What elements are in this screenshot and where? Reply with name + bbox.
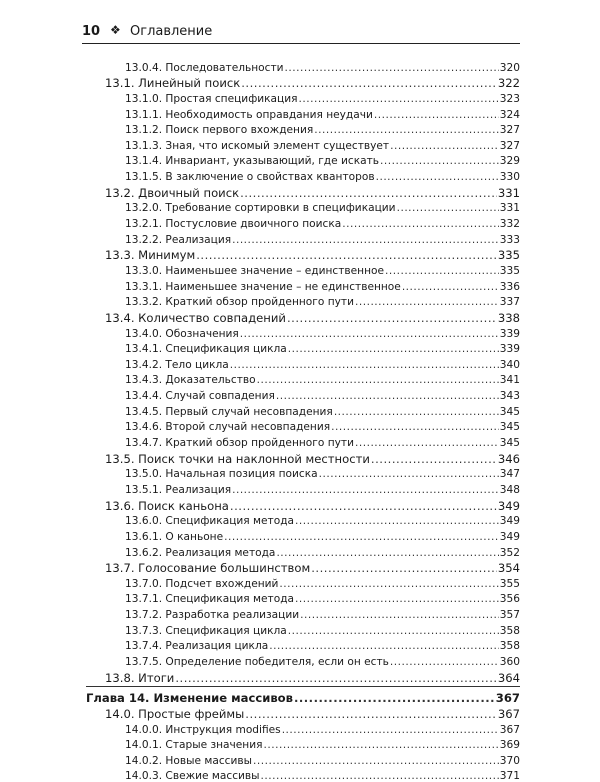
dot-leader: [294, 692, 495, 704]
toc-entry-title: 13.7. Голосование большинством: [105, 561, 311, 576]
toc-entry-title: 13.7.1. Спецификация метода: [125, 593, 295, 606]
toc-subsection[interactable]: [86, 121, 520, 137]
toc-page-number: 360: [499, 655, 520, 668]
toc-entry-title: 13.2. Двоичный поиск: [105, 185, 240, 200]
toc-entry-title: 13.4.3. Доказательство: [125, 374, 256, 387]
dot-leader: [230, 359, 499, 371]
toc-page-number: 356: [499, 593, 520, 606]
dot-leader: [342, 218, 499, 230]
toc-entry-title: 13.4.7. Краткий обзор пройденного пути: [125, 437, 354, 450]
toc-entry-title: 14.0.2. Новые массивы: [125, 754, 252, 767]
toc-subsection[interactable]: [86, 277, 520, 293]
toc-entry-title: 13.3. Минимум: [105, 248, 196, 263]
toc-subsection[interactable]: [86, 590, 520, 606]
dot-leader: [269, 640, 499, 652]
toc-subsection[interactable]: [86, 433, 520, 449]
toc-page-number: 333: [499, 233, 520, 246]
toc-entry-title: 13.7.3. Спецификация цикла: [125, 624, 287, 637]
dot-leader: [299, 93, 499, 105]
toc-entry-title: 13.7.5. Определение победителя, если он есть: [125, 655, 389, 668]
toc-subsection[interactable]: [86, 105, 520, 121]
toc-entry-title: 13.6. Поиск каньона: [105, 498, 229, 513]
toc-entry-title: 13.7.2. Разработка реализации: [125, 609, 300, 622]
dot-leader: [331, 421, 499, 433]
dot-leader: [285, 62, 499, 74]
dot-leader: [279, 578, 498, 590]
toc-entry-title: 13.4.4. Случай совпадения: [125, 390, 275, 403]
dot-leader: [355, 437, 499, 449]
toc-entry-title: 13.4.2. Тело цикла: [125, 358, 229, 371]
dot-leader: [288, 625, 499, 637]
toc-subsection[interactable]: [86, 465, 520, 481]
toc-section[interactable]: [86, 449, 520, 465]
toc-entry-title: 13.4.5. Первый случай несовпадения: [125, 405, 333, 418]
toc-entry-title: 13.5.1. Реализация: [125, 483, 232, 496]
toc-entry-title: 13.6.0. Спецификация метода: [125, 515, 295, 528]
toc-subsection[interactable]: [86, 214, 520, 230]
dot-leader: [224, 531, 499, 543]
toc-subsection[interactable]: [86, 418, 520, 434]
toc-page-number: 340: [499, 358, 520, 371]
dot-leader: [397, 202, 499, 214]
toc-entry-title: 13.6.2. Реализация метода: [125, 546, 276, 559]
dot-leader: [319, 468, 499, 480]
toc-subsection[interactable]: [86, 402, 520, 418]
dot-leader: [374, 109, 499, 121]
running-title: Оглавление: [130, 24, 213, 39]
toc-subsection[interactable]: [86, 167, 520, 183]
toc-subsection[interactable]: [86, 720, 520, 736]
toc-page-number: 343: [499, 390, 520, 403]
dot-leader: [253, 755, 499, 767]
toc-page-number: 320: [499, 61, 520, 74]
toc-page-number: 338: [497, 310, 520, 325]
dot-leader: [276, 390, 499, 402]
toc-page-number: 332: [499, 218, 520, 231]
toc-entry-title: 13.1.5. В заключение о свойствах кванторов: [125, 171, 375, 184]
dot-leader: [295, 515, 499, 527]
dot-leader: [380, 155, 499, 167]
toc-page-number: 327: [499, 124, 520, 137]
toc-page-number: 370: [499, 754, 520, 767]
toc-subsection[interactable]: [86, 261, 520, 277]
toc-page-number: 358: [499, 640, 520, 653]
toc-page-number: 347: [499, 468, 520, 481]
toc-page-number: 322: [497, 76, 520, 91]
toc-subsection[interactable]: [86, 293, 520, 309]
toc-page-number: 330: [499, 171, 520, 184]
toc-subsection[interactable]: [86, 767, 520, 782]
toc-page-number: 323: [499, 92, 520, 105]
toc-subsection[interactable]: [86, 543, 520, 559]
toc-page-number: 367: [497, 706, 520, 721]
toc-section[interactable]: [86, 74, 520, 90]
toc-page-number: 352: [499, 546, 520, 559]
toc-entry-title: 13.1. Линейный поиск: [105, 76, 241, 91]
toc-page-number: 346: [497, 451, 520, 466]
toc-page-number: 335: [499, 264, 520, 277]
toc-subsection[interactable]: [86, 371, 520, 387]
toc-entry-title: 13.4.6. Второй случай несовпадения: [125, 421, 331, 434]
toc-entry-title: 13.3.1. Наименьшее значение – не единственное: [125, 280, 401, 293]
toc-entry-title: 13.4. Количество совпадений: [105, 310, 286, 325]
table-of-contents: [86, 58, 520, 782]
toc-page-number: 371: [499, 770, 520, 782]
toc-entry-title: 13.0.4. Последовательности: [125, 61, 284, 74]
dot-leader: [240, 328, 499, 340]
toc-subsection[interactable]: [86, 199, 520, 215]
toc-page-number: 336: [499, 280, 520, 293]
toc-page-number: 364: [497, 670, 520, 685]
toc-entry-title: 13.3.2. Краткий обзор пройденного пути: [125, 296, 354, 309]
toc-subsection[interactable]: [86, 386, 520, 402]
toc-page-number: 355: [499, 577, 520, 590]
toc-page-number: 345: [499, 437, 520, 450]
toc-section[interactable]: [86, 246, 520, 262]
toc-page-number: 337: [499, 296, 520, 309]
toc-subsection[interactable]: [86, 89, 520, 105]
dot-leader: [257, 374, 499, 386]
toc-section[interactable]: [86, 308, 520, 324]
toc-entry-title: 13.1.3. Зная, что искомый элемент существует: [125, 139, 390, 152]
dot-leader: [240, 187, 497, 199]
dot-leader: [300, 609, 499, 621]
dot-leader: [402, 281, 499, 293]
dot-leader: [282, 724, 499, 736]
toc-subsection[interactable]: [86, 605, 520, 621]
toc-subsection[interactable]: [86, 751, 520, 767]
toc-entry-title: 13.1.1. Необходимость оправдания неудачи: [125, 108, 373, 121]
toc-entry-title: 13.5.0. Начальная позиция поиска: [125, 468, 318, 481]
toc-subsection[interactable]: [86, 324, 520, 340]
dot-leader: [232, 484, 499, 496]
toc-entry-title: 13.2.1. Постусловие двоичного поиска: [125, 218, 342, 231]
toc-subsection[interactable]: [86, 355, 520, 371]
dot-leader: [230, 500, 497, 512]
dot-leader: [311, 562, 497, 574]
dot-leader: [390, 656, 499, 668]
toc-subsection[interactable]: [86, 512, 520, 528]
toc-entry-title: 13.7.4. Реализация цикла: [125, 640, 269, 653]
toc-section[interactable]: [86, 668, 520, 684]
toc-subsection[interactable]: [86, 58, 520, 74]
dot-leader: [371, 453, 497, 465]
toc-entry-title: 13.4.0. Обозначения: [125, 327, 239, 340]
toc-entry-title: Глава 14. Изменение массивов: [86, 691, 293, 706]
dot-leader: [261, 770, 499, 782]
ornament-icon: ❖: [110, 23, 121, 37]
toc-entry-title: 13.1.4. Инвариант, указывающий, где искать: [125, 155, 380, 168]
dot-leader: [175, 672, 497, 684]
toc-page-number: 367: [495, 691, 520, 706]
toc-subsection[interactable]: [86, 136, 520, 152]
toc-subsection[interactable]: [86, 736, 520, 752]
dot-leader: [295, 593, 499, 605]
toc-entry-title: 13.4.1. Спецификация цикла: [125, 343, 287, 356]
toc-subsection[interactable]: [86, 652, 520, 668]
dot-leader: [288, 343, 499, 355]
toc-page-number: 349: [499, 530, 520, 543]
toc-page-number: 358: [499, 624, 520, 637]
toc-entry-title: 13.3.0. Наименьшее значение – единственное: [125, 264, 384, 277]
toc-page-number: 329: [499, 155, 520, 168]
toc-entry-title: 13.1.2. Поиск первого вхождения: [125, 124, 314, 137]
toc-subsection[interactable]: [86, 152, 520, 168]
dot-leader: [241, 77, 497, 89]
toc-section[interactable]: [86, 496, 520, 512]
running-header: [82, 22, 520, 44]
toc-section[interactable]: [86, 704, 520, 720]
toc-entry-title: 13.7.0. Подсчет вхождений: [125, 577, 279, 590]
toc-subsection[interactable]: [86, 340, 520, 356]
toc-entry-title: 14.0.1. Старые значения: [125, 739, 263, 752]
toc-page-number: 345: [499, 421, 520, 434]
toc-subsection[interactable]: [86, 230, 520, 246]
dot-leader: [385, 265, 499, 277]
toc-subsection[interactable]: [86, 621, 520, 637]
toc-entry-title: 13.5. Поиск точки на наклонной местности: [105, 451, 370, 466]
toc-entry-title: 13.6.1. О каньоне: [125, 530, 224, 543]
toc-page-number: 324: [499, 108, 520, 121]
dot-leader: [314, 124, 499, 136]
toc-page-number: 357: [499, 609, 520, 622]
toc-entry-title: 13.2.0. Требование сортировки в спецификации: [125, 202, 396, 215]
toc-subsection[interactable]: [86, 574, 520, 590]
dot-leader: [287, 312, 497, 324]
toc-entry-title: 13.1.0. Простая спецификация: [125, 92, 298, 105]
toc-page-number: 354: [497, 561, 520, 576]
toc-subsection[interactable]: [86, 527, 520, 543]
dot-leader: [263, 739, 498, 751]
dot-leader: [376, 171, 499, 183]
toc-entry-title: 14.0. Простые фреймы: [105, 706, 245, 721]
toc-page-number: 341: [499, 374, 520, 387]
toc-page-number: 339: [499, 327, 520, 340]
toc-section[interactable]: [86, 183, 520, 199]
toc-entry-title: 13.2.2. Реализация: [125, 233, 232, 246]
toc-page-number: 369: [499, 739, 520, 752]
chapter-separator: [86, 686, 520, 688]
toc-page-number: 339: [499, 343, 520, 356]
toc-section[interactable]: [86, 559, 520, 575]
toc-entry-title: 13.8. Итоги: [105, 670, 175, 685]
toc-entry-title: 14.0.3. Свежие массивы: [125, 770, 260, 782]
dot-leader: [276, 547, 498, 559]
toc-page-number: 349: [499, 515, 520, 528]
dot-leader: [196, 249, 497, 261]
toc-page-number: 349: [497, 498, 520, 513]
dot-leader: [390, 140, 499, 152]
dot-leader: [355, 296, 499, 308]
toc-page-number: 367: [499, 723, 520, 736]
toc-chapter[interactable]: [86, 689, 520, 705]
dot-leader: [334, 406, 499, 418]
toc-entry-title: 14.0.0. Инструкция modifies: [125, 723, 281, 736]
toc-page-number: 331: [499, 202, 520, 215]
toc-subsection[interactable]: [86, 637, 520, 653]
toc-page-number: 331: [497, 185, 520, 200]
toc-page-number: 335: [497, 248, 520, 263]
dot-leader: [232, 234, 499, 246]
page-number: 10: [82, 24, 101, 39]
toc-page-number: 348: [499, 483, 520, 496]
toc-subsection[interactable]: [86, 480, 520, 496]
toc-page-number: 345: [499, 405, 520, 418]
toc-page-number: 327: [499, 139, 520, 152]
dot-leader: [245, 708, 497, 720]
